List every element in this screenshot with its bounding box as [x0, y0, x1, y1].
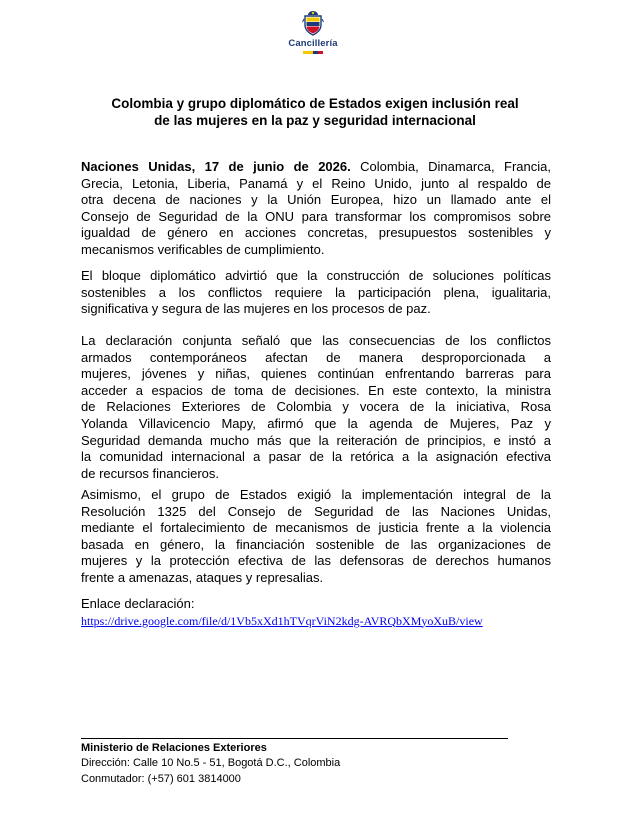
link-label: Enlace declaración:: [81, 596, 195, 611]
paragraph-line: igualdad de género en acciones concretas, presupuestos sostenibles y: [81, 225, 551, 241]
logo-wordmark: Cancillería: [288, 38, 338, 49]
paragraph-line: Consejo de Seguridad de la ONU para transformar los compromisos sobre: [81, 208, 551, 224]
paragraph-resolution-1325: [81, 487, 551, 587]
paragraph-line: Seguridad demanda mucho más que la reiteración de principios, e instó a: [81, 432, 551, 448]
paragraph-line: mediante el fortalecimiento de mecanismos de justicia frente a la violencia: [81, 520, 551, 536]
paragraph-line: la comunidad internacional a pasar de la retórica a la asignación efectiva: [81, 449, 551, 465]
link-section: [81, 596, 551, 629]
paragraph-line: El bloque diplomático advirtió que la construcción de soluciones políticas: [81, 268, 551, 283]
paragraph-line: mecanismos verificables de cumplimiento.: [81, 241, 325, 257]
paragraph-line: armados contemporáneos afectan de manera desproporcionada a: [81, 349, 551, 365]
paragraph-line: de recursos financieros.: [81, 465, 220, 481]
paragraph-line: acceder a espacios de toma de decisiones. En este contexto, la ministra: [81, 382, 551, 398]
flag-stripe-icon: [303, 51, 323, 54]
press-release-title: [70, 95, 560, 129]
paragraph-line: frente a amenazas, ataques y represalias.: [81, 569, 324, 585]
footer-phone: Conmutador: (+57) 601 3814000: [81, 772, 241, 785]
footer-address: Dirección: Calle 10 No.5 - 51, Bogotá D.C., Colombia: [81, 757, 341, 770]
paragraph-line: Resolución 1325 del Consejo de Seguridad de las Naciones Unidas,: [81, 503, 551, 519]
paragraph-joint-declaration: [81, 333, 551, 482]
paragraph-line-text: Colombia, Dinamarca, Francia,: [350, 159, 551, 174]
title-line: Colombia y grupo diplomático de Estados exigen inclusión real: [111, 96, 519, 111]
coat-of-arms-icon: [302, 10, 324, 36]
paragraph-line: mujeres y la protección efectiva de las defensoras de derechos humanos: [81, 553, 551, 569]
paragraph-line: basada en género, la financiación sostenible de las organizaciones de: [81, 536, 551, 552]
dateline: Naciones Unidas, 17 de junio de 2026.: [81, 159, 351, 174]
paragraph-line: significativa y segura de las mujeres en los procesos de paz.: [81, 301, 431, 317]
footer-divider: [81, 738, 508, 739]
paragraph-line: otra decena de naciones y la Unión Europea, hizo un llamado ante el: [81, 192, 551, 208]
paragraph-line: Asimismo, el grupo de Estados exigió la implementación integral de la: [81, 487, 551, 502]
declaration-link[interactable]: https://drive.google.com/file/d/1Vb5xXd1hTVqrViN2kdg-AVRQbXMyoXuB/view: [81, 613, 483, 628]
paragraph-line: La declaración conjunta señaló que las consecuencias de los conflictos: [81, 333, 551, 348]
cancilleria-logo: [281, 10, 345, 54]
paragraph-intro: [81, 159, 551, 259]
paragraph-bloc-warning: [81, 268, 551, 318]
paragraph-line: sostenibles a los conflictos requiere la participación plena, igualitaria,: [81, 284, 551, 300]
paragraph-line: mujeres, jóvenes y niñas, quienes continúan enfrentando barreras para: [81, 366, 551, 382]
title-line: de las mujeres en la paz y seguridad internacional: [154, 113, 476, 128]
footer-organization: Ministerio de Relaciones Exteriores: [81, 742, 267, 754]
paragraph-line: Yolanda Villavicencio Mapy, afirmó que la agenda de Mujeres, Paz y: [81, 415, 551, 431]
footer: [81, 741, 340, 787]
paragraph-line: de Relaciones Exteriores de Colombia y vocera de la iniciativa, Rosa: [81, 399, 551, 415]
paragraph-line: [81, 159, 551, 176]
paragraph-line: Grecia, Letonia, Liberia, Panamá y el Reino Unido, junto al respaldo de: [81, 175, 551, 191]
